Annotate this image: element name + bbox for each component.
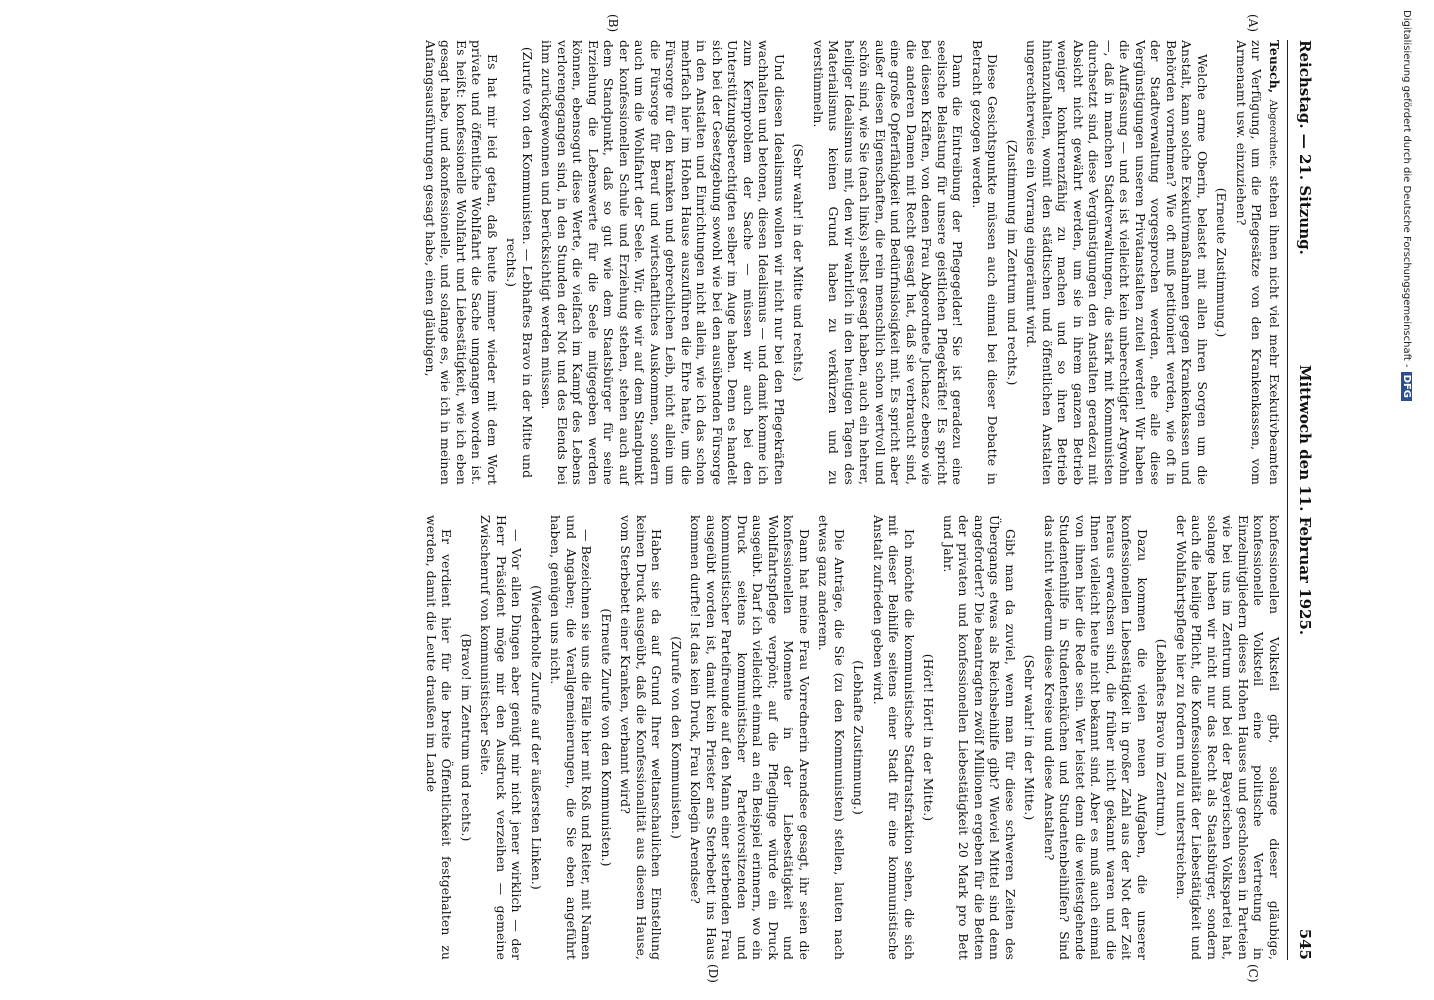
- interjection: (Erneute Zurufe von den Kommunisten.): [599, 608, 614, 867]
- dfg-logo: DFG: [1401, 372, 1412, 401]
- running-header: [1290, 40, 1320, 960]
- paragraph: — Vor allen Dingen aber genügt mir nicht jener wirklich — der Herr Präsident möge mir den Ausdruck verzeihen — gemeine Zwischenruf von kommunistischer Seite.: [478, 515, 525, 960]
- interjection: (Zustimmung im Zentrum und rechts.): [1005, 139, 1020, 386]
- interjection: (Zurufe von den Kommunisten. — Lebhaftes Bravo in der Mitte und rechts.): [504, 46, 535, 479]
- paragraph: stehen ihnen nicht viel mehr Exekutivbeamten zur Verfügung, um die Pflegesätze von den Krankenkassen, vom Armenamt usw. einzuziehen?: [1234, 40, 1282, 485]
- interjection: (Zurufe von den Kommunisten.): [669, 636, 684, 839]
- speaker-line: [1234, 40, 1283, 485]
- paragraph: Ich möchte die kommunistische Stadtratsfraktion sehen, die sich mit dieser Beihilfe seitens einer Stadt für eine kommunistische Anstalt zufrieden geben wird.: [871, 515, 917, 960]
- header-rule: [1287, 40, 1288, 960]
- interjection: (Sehr wahr! in der Mitte und rechts.): [791, 143, 807, 382]
- rotated-document: [80, 14, 1320, 983]
- speaker-role: Abgeordnete.: [1267, 99, 1278, 170]
- paragraph: konfessionellen Volksteil gibt, solange dieser gläubige, konfessionelle Volksteil eine politische Vertretung in Einzelmitgliedern dieses Hohen Hauses und geschlossen in Parteien wie bei uns im Zentrum und bei der Bayerischen Volkspartei hat, solange haben wir nicht nur das Recht als Staatsbürger, sondern auch die heilige Pflicht, die Konfessionalität der Liebestätigkeit und der Wohlfahrtspflege hier zu fordern und zu unterstreichen.: [1174, 515, 1282, 960]
- interjection: (Sehr wahr! in der Mitte.): [1022, 654, 1038, 821]
- interjection: (Erneute Zustimmung.): [1214, 187, 1230, 338]
- speaker-name: Teusch,: [1267, 40, 1282, 94]
- digitization-credit: [1392, 10, 1412, 990]
- interjection: (Wiederholte Zurufe auf der äußersten Linken.): [529, 585, 544, 890]
- left-column: [419, 40, 1283, 485]
- paragraph: Dann die Eintreibung der Pflegegelder! Sie ist geradezu eine seelische Belastung für unsere geistlichen Pflegekräfte! Es spricht bei diesen Kräften, von denen Frau Abgeordnete Juchacz ebenso wie die anderen Damen mit Recht gesagt hat, daß sie verbraucht sind, eine große Opferfähigkeit und Bedürfnislosigkeit mit. Es spricht aber außer diesen Eigenschaften, die rein menschlich schon wertvoll und schön sind, wie Sie (nach links) selbst gesagt haben, auch ein hehrer, heiliger Idealismus mit, den wir wahrlich in den heutigen Tagen des Materialismus keinen Grund haben zu verkürzen und zu verstümmeln.: [811, 40, 966, 485]
- credit-text: Digitalisierung gefördert durch die Deutsche Forschungsgemeinschaft -: [1401, 10, 1412, 368]
- header-left: Reichstag. — 21. Sitzung.: [1296, 40, 1314, 255]
- margin-marker-d: (D): [706, 964, 720, 983]
- margin-marker-c: (C): [1246, 964, 1260, 983]
- paragraph: Gibt man da zuviel, wenn man für diese schweren Zeiten des Übergangs etwas als Reichsbeihilfe gibt? Wieviel Mittel sind denn angefordert? Die beantragten zwölf Millionen ergeben für die Betten der privaten und konfessionellen Liebestätigkeit 20 Mark pro Bett und Jahr.: [941, 515, 1018, 960]
- paragraph: Haben sie da auf Grund Ihrer weltanschaulichen Einstellung keinen Druck ausgeübt, daß die Konfessionalität aus diesem Hause, vom Sterbebett einer Kranken, verbannt wird?: [618, 515, 665, 960]
- paragraph: Welche arme Oberin, belastet mit allen ihren Sorgen um die Anstalt, kann solche Exekutivmaßnahmen gegen Krankenkassen und Behörden vornehmen? Wie oft muß petitioniert werden, wie oft in der Stadtverwaltung vorgesprochen werden, ehe alle diese Vergünstigungen unseren Privatanstalten zuteil werden! Wir haben die Auffassung — und es ist vielleicht kein unberechtigter Argwohn —, daß in manchen Stadtverwaltungen, die stark mit Kommunisten durchsetzt sind, diese Vergünstigungen den Anstalten geradezu mit Absicht nicht gewährt werden, um sie in ihrem ganzen Betrieb weniger konkurrenzfähig zu machen und so ihren Betrieb hintanzuhalten, womit den städtischen und öffentlichen Anstalten ungerechterweise ein Vorrang eingeräumt wird.: [1024, 40, 1210, 485]
- page-number: 545: [1296, 928, 1314, 960]
- header-date: Mittwoch den 11. Februar 1925.: [1296, 364, 1314, 636]
- interjection: (Hört! Hört! in der Mitte.): [921, 653, 937, 822]
- interjection: (Lebhaftes Bravo im Zentrum.): [1154, 638, 1170, 837]
- paragraph: Die Anträge, die Sie (zu den Kommunisten) stellen, lauten nach etwas ganz anderem.: [816, 515, 847, 960]
- paragraph: Dann hat meine Frau Vorrednerin Arendsee gesagt, ihr seien die konfessionellen Momente in der Liebestätigkeit und Wohlfahrtspflege verpönt; auf die Pfleglinge würde ein Druck ausgeübt. Darf ich vielleicht einmal an ein Beispiel erinnern, wo ein Druck seitens kommunistischer Parteivorsitzenden und kommunistischer Parteifreunde auf den Mann einer sterbenden Frau ausgeübt worden ist, damit kein Priester ans Sterbebett ins Haus kommen durfte! Ist das kein Druck, Frau Kollegin Arendsee?: [688, 515, 812, 960]
- paragraph: Er verdient hier für die breite Öffentlichkeit festgehalten zu werden, damit die Leute draußen im Lande: [424, 515, 455, 960]
- paragraph: Es hat mir leid getan, daß heute immer wieder mit dem Wort private und öffentliche Wohlfahrt die Sache umgangen worden ist. Es heißt: konfessionelle Wohlfahrt und Liebestätigkeit, wie ich eben gesagt habe, und akonfessionelle, und solange es, wie ich in meinen Anfangsausführungen gesagt habe, einen gläubigen,: [423, 40, 500, 485]
- paragraph: — Bezeichnen sie uns die Fälle hier mit Roß und Reiter, mit Namen und Angaben; die Verallgemeinerungen, die Sie eben angeführt haben, genügen uns nicht.: [548, 515, 595, 960]
- paragraph: Dazu kommen die vielen neuen Aufgaben, die unserer konfessionellen Liebestätigkeit in großer Zahl aus der Not der Zeit heraus erwachsen sind, die früher nicht gekannt waren und die Ihnen vielleicht heute nicht bekannt sind. Aber es muß auch einmal von ihnen hier die Rede sein. Wer leistet denn die weitestgehende Studentenhilfe in Studentenküchen und Studentenbeihilfen? Sind das nicht wiederum diese Kreise und diese Anstalten?: [1042, 515, 1150, 960]
- interjection: (Lebhafte Zustimmung.): [851, 660, 867, 815]
- margin-marker-a: (A): [1246, 14, 1260, 33]
- paragraph: Und diesen Idealismus wollen wir nicht nur bei den Pflegekräften wachhalten und betonen, diesen Idealismus — und damit komme ich zum Kernproblem der Sache — müssen wir auch bei den Unterstützungsberechtigten selber im Auge haben. Denn es handelt sich bei der Gesetzgebung sowohl wie bei den ausübenden Fürsorge in den Anstalten und Einrichtungen nicht allein, wie ich das schon mehrfach hier im Hohen Hause auszuführen die Ehre hatte, um die Fürsorge für den kranken und gebrechlichen Leib, nicht allein um die Fürsorge für Beruf und wirtschaftliches Auskommen, sondern auch um die Wohlfahrt der Seele. Wir, die wir auf dem Standpunkt der konfessionellen Schule und Erziehung stehen, stehen auch auf dem Standpunkt, daß so gut wie dem Staatsbürger für seine Erziehung die Lebenswerte für die Seele mitgegeben werden können, ebensogut diese Werte, die vielfach im Kampf des Lebens verlorengegangen sind, in den Stunden der Not und des Elends bei ihm zurückgewonnen und berücksichtigt werden müssen.: [539, 40, 787, 485]
- interjection: (Bravo! im Zentrum und rechts.): [459, 633, 474, 842]
- paragraph: Diese Gesichtspunkte müssen auch einmal bei dieser Debatte in Betracht gezogen werden.: [970, 40, 1001, 485]
- margin-marker-b: (B): [606, 14, 620, 33]
- right-column: [420, 515, 1283, 960]
